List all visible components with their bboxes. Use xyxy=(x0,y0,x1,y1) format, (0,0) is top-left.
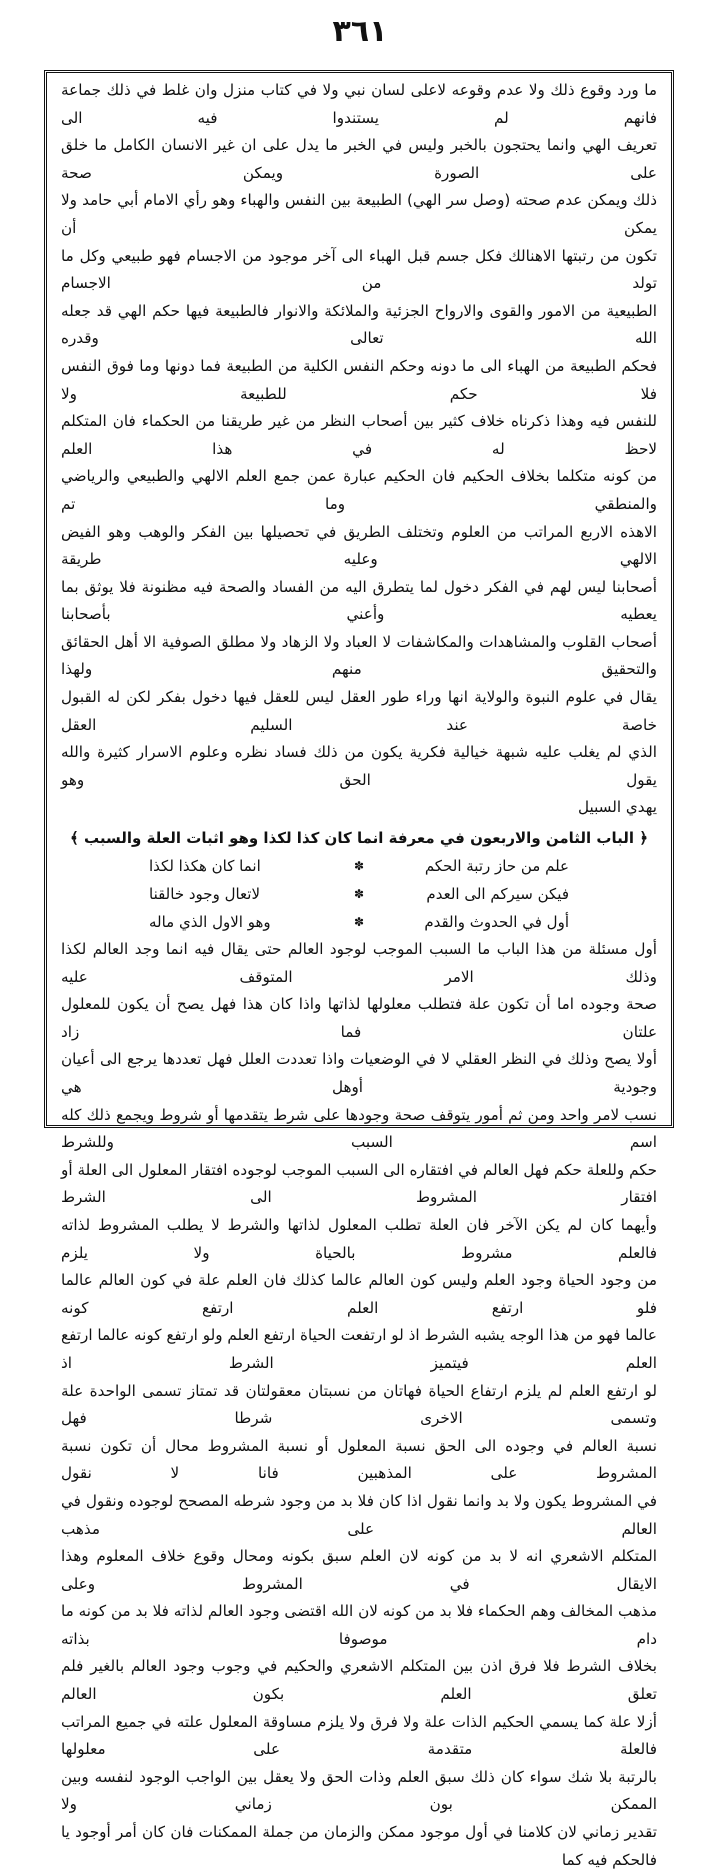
text-frame xyxy=(44,70,674,1869)
text-line: بخلاف الشرط فلا فرق اذن بين المتكلم الاشعري والحكيم في وجوب وجود العالم بالغير فلم تعلق العلم بكون العالم xyxy=(61,1657,657,1704)
section-one-text xyxy=(61,77,657,822)
verse-separator-star: ✽ xyxy=(353,859,365,874)
text-line: تعريف الهي وانما يحتجون بالخبر وليس في الخبر ما يدل على ان غير الانسان الكامل ما خلق على الصورة ويمكن صحة xyxy=(61,136,657,182)
text-line: نسب لامر واحد ومن ثم أمور يتوقف صحة وجودها على شرط يتقدمها أو شروط ويجمع ذلك كله اسم السبب وللشرط xyxy=(61,1105,657,1152)
text-line: ذلك ويمكن عدم صحته (وصل سر الهي) الطبيعة بين النفس والهباء وهو رأي الامام أبي حامد ولا يمكن أن xyxy=(61,191,657,237)
text-line: وأيهما كان لم يكن الآخر فان العلة تطلب المعلول لذاتها والشرط لا يطلب المشروط لذاته فالعلم مشروط بالحياة ولا يلزم xyxy=(61,1215,657,1262)
text-line: من كونه متكلما بخلاف الحكيم فان الحكيم عبارة عمن جمع العلم الالهي والطبيعي والرياضي والمنطقي وما تم xyxy=(61,467,657,513)
text-line: للنفس فيه وهذا ذكرناه خلاف كثير بين أصحاب النظر من غير طريقنا من الحكماء فان المتكلم لاحظ له في هذا العلم xyxy=(61,412,657,458)
text-line: أصحابنا ليس لهم في الفكر دخول لما يتطرق اليه من الفساد والصحة فيه مظنونة فلا يوثق بما يعطيه وأعني بأصحابنا xyxy=(61,577,657,624)
section-two-text xyxy=(61,936,657,1874)
text-line: ما ورد وقوع ذلك ولا عدم وقوعه لاعلى لسان نبي ولا في كتاب منزل وان غلط في ذلك جماعة فانهم لم يستندوا فيه الى xyxy=(61,81,657,127)
text-line: يقال في علوم النبوة والولاية انها وراء طور العقل ليس للعقل فيها دخول بفكر لكن له القبول خاصة عند السليم العقل xyxy=(61,688,657,734)
text-line: لو ارتفع العلم لم يلزم ارتفاع الحياة فهاتان من نسبتان معقولتان قد تمتاز تسمى الواحدة علة وتسمى الاخرى شرطا فهل xyxy=(61,1381,657,1428)
text-line: أصحاب القلوب والمشاهدات والمكاشفات لا العباد ولا الزهاد ولا مطلق الصوفية الا أهل الحقائق والتحقيق منهم ولهذا xyxy=(61,632,657,679)
text-line: يهدي السبيل xyxy=(578,798,657,817)
text-line: أزلا علة كما يسمي الحكيم الذات علة ولا فرق ولا يلزم مساوقة المعلول علته في جميع المراتب فالعلة متقدمة على معلولها xyxy=(61,1712,657,1759)
poem-second-hemistich: فيكن سيركم الى العدم xyxy=(426,885,569,904)
text-line: المتكلم الاشعري انه لا بد من كونه لان العلم سبق بكونه ومحال وقوع خلاف المعلوم وهذا الايقال في المشروط وعلى xyxy=(61,1547,657,1593)
text-line: عالما فهو من هذا الوجه يشبه الشرط اذ لو ارتفعت الحياة ارتفع العلم ولو ارتفع كونه عالما ارتفع العلم فيتميز الشرط اذ xyxy=(61,1326,657,1372)
text-line: من وجود الحياة وجود العلم وليس كون العالم عالما كذلك فان العلم علة في كون العالم عالما فلو ارتفع العلم ارتفع كونه xyxy=(61,1271,657,1317)
text-line: الطبيعية من الامور والقوى والارواح الجزئية والملائكة والانوار فالطبيعة فيها حكم الهي قد جعله الله تعالى وقدره xyxy=(61,301,657,348)
text-line: مذهب المخالف وهم الحكماء فلا بد من كونه لان الله اقتضى وجود العالم لذاته فلا بد من كونه ما دام موصوفا بذاته xyxy=(61,1602,657,1648)
poem-verses xyxy=(149,852,569,936)
text-frame-inner xyxy=(61,77,657,1869)
text-line: أول مسئلة من هذا الباب ما السبب الموجب لوجود العالم حتى يقال فيه انما وجد العالم لكذا وذلك الامر المتوقف عليه xyxy=(61,940,657,986)
text-line: في المشروط يكون ولا بد وانما نقول اذا كان فلا بد من وجود شرطه المصحح لوجوده ونقول في العالم على مذهب xyxy=(61,1491,657,1538)
verse-separator-star: ✽ xyxy=(353,915,365,930)
text-line: نسبة العالم في وجوده الى الحق نسبة المعلول أو نسبة المشروط محال أن تكون نسبة المشروط على المذهبين فانا لا نقول xyxy=(61,1436,657,1483)
poem-first-hemistich: وهو الاول الذي ماله xyxy=(149,913,271,932)
poem-second-hemistich: أول في الحدوث والقدم xyxy=(424,913,569,932)
text-line: حكم وللعلة حكم فهل العالم في افتقاره الى السبب الموجب لوجوده افتقار المعلول الى العلة أو افتقار المشروط الى الشرط xyxy=(61,1160,657,1207)
text-line: أولا يصح وذلك في النظر العقلي لا في الوضعيات واذا تعددت العلل فهل تعددها يرجع الى أعيان وجودية أوهل هي xyxy=(61,1050,657,1096)
text-line: الاهذه الاربع المراتب من العلوم وتختلف الطريق في تحصيلها بين الفكر والوهب وهو الفيض الالهي وعليه طريقة xyxy=(61,522,657,569)
chapter-heading: ﴿ الباب الثامن والاربعون في معرفة انما كان كذا لكذا وهو اثبات العلة والسبب ﴾ xyxy=(69,829,649,848)
text-line: بالرتبة بلا شك سواء كان ذلك سبق العلم وذات الحق ولا يعقل بين الواجب الوجود لنفسه وبين الممكن بون زماني ولا xyxy=(61,1767,657,1814)
text-line: صحة وجوده اما أن تكون علة فتطلب معلولها لذاتها واذا كان هذا فهل يصح أن يكون للمعلول علتان فما زاد xyxy=(61,995,657,1041)
text-line: تقدير زماني لان كلامنا في أول موجود ممكن والزمان من جملة الممكنات فان كان أمر أوجود يا فالحكم فيه كما xyxy=(61,1823,657,1869)
poem-second-hemistich: علم من حاز رتبة الحكم xyxy=(424,857,569,876)
poem-first-hemistich: لاتعال وجود خالقنا xyxy=(149,885,261,904)
text-line: الذي لم يغلب عليه شبهة خيالية فكرية يكون من ذلك فساد نظره وعلوم الاسرار كثيرة والله يقول الحق وهو xyxy=(61,743,657,789)
verse-separator-star: ✽ xyxy=(353,887,365,902)
page-number: ٣٦١ xyxy=(332,14,388,49)
text-line: تكون من رتبتها الاهنالك فكل جسم قبل الهباء الى آخر موجود من الاجسام فهو طبيعي وكل ما تولد من الاجسام xyxy=(61,246,657,293)
text-line: فحكم الطبيعة من الهباء الى ما دونه وحكم النفس الكلية من الطبيعة فما دونها وما فوق النفس فلا حكم للطبيعة ولا xyxy=(61,356,657,403)
poem-first-hemistich: انما كان هكذا لكذا xyxy=(149,857,261,876)
